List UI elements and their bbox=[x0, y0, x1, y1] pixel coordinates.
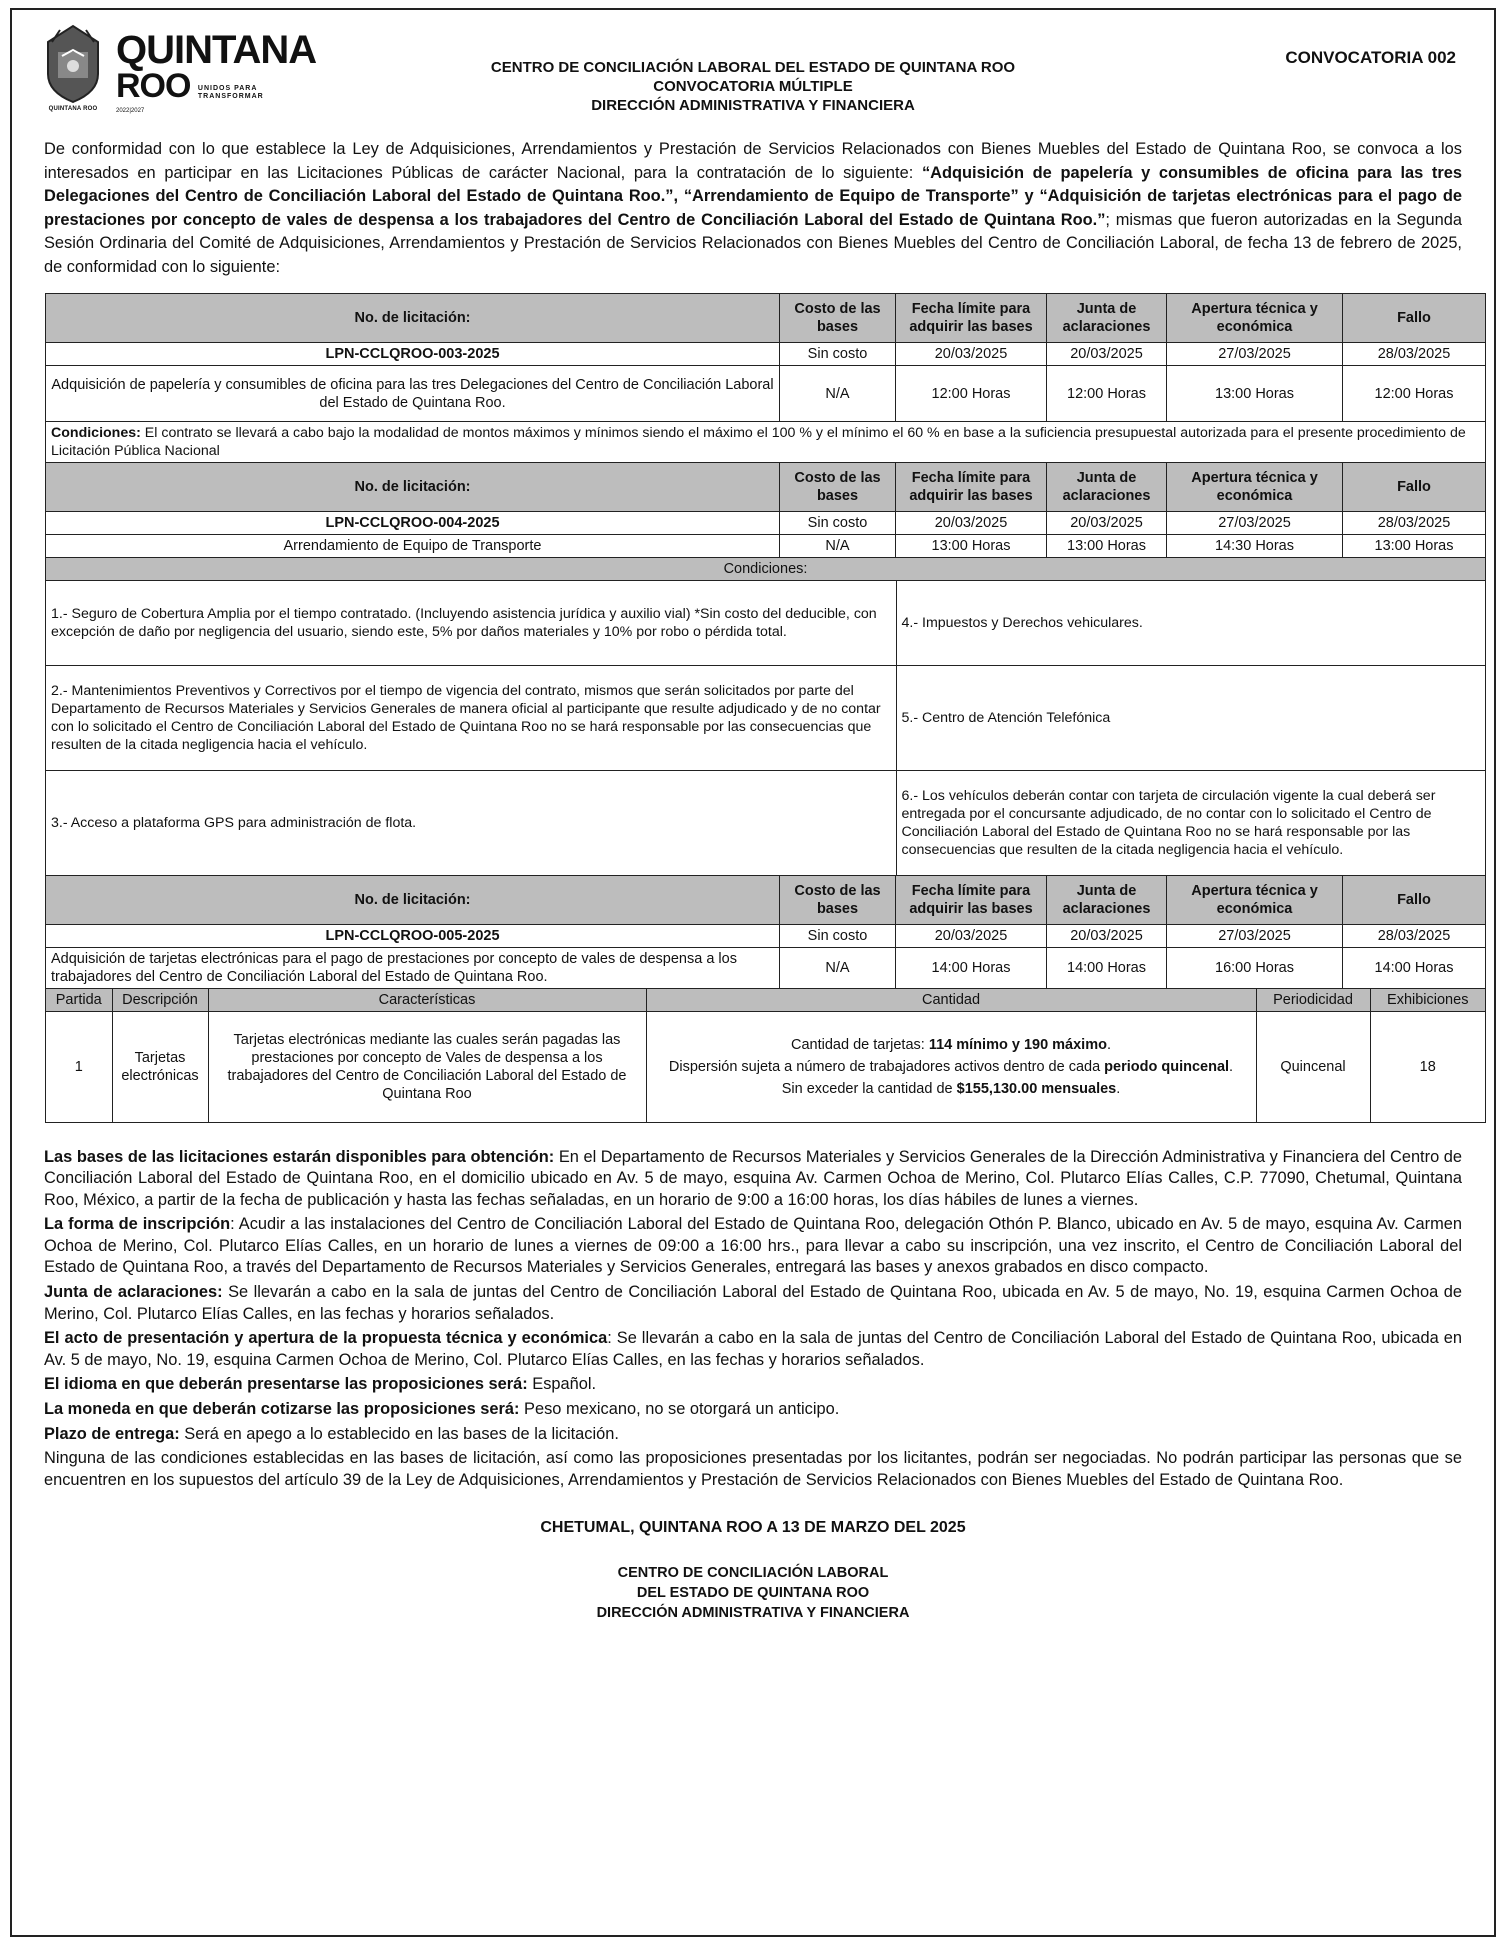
licitacion-number: LPN-CCLQROO-004-2025 bbox=[46, 512, 780, 535]
brand-years: 2022|2027 bbox=[116, 108, 145, 114]
final-paragraph: Ninguna de las condiciones establecidas en las bases de licitación, así como las proposiciones presentadas por los licitantes, podrán ser negociadas. No podrán participar las personas que se encuentren en los supuestos del artículo 39 de la Ley de Adquisiciones, Arrendamientos y Prestación de Servicios Relacionados con Bienes Muebles del Estado de Quintana Roo. bbox=[44, 1449, 1462, 1489]
signature-block: CENTRO DE CONCILIACIÓN LABORAL DEL ESTADO DE QUINTANA ROO DIRECCIÓN ADMINISTRATIVA Y FINANCIERA bbox=[596, 1565, 910, 1622]
brand-bottom: ROO bbox=[116, 67, 191, 105]
junta-paragraph: Junta de aclaraciones: Se llevarán a cabo en la sala de juntas del Centro de Conciliación Laboral del Estado de Quintana Roo, ubicada en Av. 5 de mayo, No. 19, esquina Carmen Ochoa de Merino, Col. Plutarco Elías Calles, en las fechas y horarios señalados. bbox=[44, 1283, 1462, 1323]
condition-2: 2.- Mantenimientos Preventivos y Correctivos por el tiempo de vigencia del contrato, mismos que serán solicitados por parte del Departamento de Recursos Materiales y Servicios Generales de manera oficial al participante que resulte adjudicado y de no contar con lo solicitado el Centro de Conciliación Laboral del Estado de Quintana Roo no se hará responsable por las consecuencias que resulten de la citada negligencia hacia el vehículo. bbox=[46, 666, 896, 771]
body-text bbox=[44, 1147, 1462, 1492]
cantidad-cell: Cantidad de tarjetas: 114 mínimo y 190 máximo. Dispersión sujeta a número de trabajadores activos dentro de cada periodo quincenal. Sin exceder la cantidad de $155,130.00 mensuales. bbox=[646, 1012, 1256, 1122]
condition-5: 5.- Centro de Atención Telefónica bbox=[896, 666, 1485, 771]
conditions-row bbox=[46, 581, 1486, 876]
plazo-paragraph: Plazo de entrega: Será en apego a lo establecido en las bases de la licitación. bbox=[44, 1424, 619, 1443]
table-header-row: No. de licitación: Costo de las bases Fecha límite para adquirir las bases Junta de aclaraciones Apertura técnica y económica Fallo bbox=[46, 876, 1486, 925]
table-row: LPN-CCLQROO-005-2025 Sin costo 20/03/2025 20/03/2025 27/03/2025 28/03/2025 bbox=[46, 925, 1486, 948]
document-title: CENTRO DE CONCILIACIÓN LABORAL DEL ESTADO DE QUINTANA ROO CONVOCATORIA MÚLTIPLE DIRECCIÓN ADMINISTRATIVA Y FINANCIERA bbox=[490, 59, 1016, 114]
licitacion-number: LPN-CCLQROO-003-2025 bbox=[46, 343, 780, 366]
idioma-paragraph: El idioma en que deberán presentarse las proposiciones será: Español. bbox=[44, 1375, 597, 1394]
condition-4: 4.- Impuestos y Derechos vehiculares. bbox=[896, 581, 1485, 666]
table-row: Arrendamiento de Equipo de Transporte N/A 13:00 Horas 13:00 Horas 14:30 Horas 13:00 Horas bbox=[46, 535, 1486, 558]
seal-caption: QUINTANA ROO bbox=[48, 106, 98, 112]
condition-1: 1.- Seguro de Cobertura Amplia por el tiempo contratado. (Incluyendo asistencia jurídica y auxilio vial) *Sin costo del deducible, con excepción de daño por negligencia del usuario, siendo este, 5% por daños materiales y 10% por robo o pérdida total. bbox=[46, 581, 896, 666]
condition-6: 6.- Los vehículos deberán contar con tarjeta de circulación vigente la cual deberá ser entregada por el concursante adjudicado, de no contar con lo solicitado el Centro de Conciliación Laboral del Estado de Quintana Roo no se hará responsable por las consecuencias que resulten de la citada negligencia hacia el vehículo. bbox=[896, 771, 1485, 876]
header bbox=[12, 10, 1494, 120]
partida-row bbox=[46, 989, 1486, 1123]
bases-paragraph: Las bases de las licitaciones estarán disponibles para obtención: En el Departamento de Recursos Materiales y Servicios Generales de la Dirección Administrativa y Financiera del Centro de Conciliación Laboral del Estado de Quintana Roo, en el domicilio ubicado en Av. 5 de mayo, esquina Av. Carmen Ochoa de Merino, Col. Plutarco Elías Calles, C.P. 77090, Chetumal, Quintana Roo, México, a partir de la fecha de publicación y hasta las fechas señaladas, en un horario de 9:00 a 16:00 horas, los días hábiles de lunes a viernes. bbox=[44, 1147, 1462, 1209]
convocatoria-page bbox=[10, 8, 1496, 1937]
table-row: LPN-CCLQROO-003-2025 Sin costo 20/03/2025 20/03/2025 27/03/2025 28/03/2025 bbox=[46, 343, 1486, 366]
intro-paragraph: De conformidad con lo que establece la Ley de Adquisiciones, Arrendamientos y Prestación de Servicios Relacionados con Bienes Muebles del Estado de Quintana Roo, se convoca a los interesados en participar en las Licitaciones Públicas de carácter Nacional, para la contratación de lo siguiente: “Adquisición de papelería y consumibles de oficina para las tres Delegaciones del Centro de Conciliación Laboral del Estado de Quintana Roo.”, “Arrendamiento de Equipo de Transporte” y “Adquisición de tarjetas electrónicas para el pago de prestaciones por concepto de vales de despensa a los trabajadores del Centro de Conciliación Laboral del Estado de Quintana Roo.”; mismas que fueron autorizadas en la Segunda Sesión Ordinaria del Comité de Adquisiciones, Arrendamientos y Prestación de Servicios Relacionados con Bienes Muebles del Centro de Conciliación Laboral, de fecha 13 de febrero de 2025, de conformidad con lo siguiente: bbox=[44, 140, 1462, 276]
table-row: Adquisición de tarjetas electrónicas para el pago de prestaciones por concepto de vales de despensa a los trabajadores del Centro de Conciliación Laboral del Estado de Quintana Roo. N/A 14:00 Horas 14:00 Horas 16:00 Horas 14:00 Horas bbox=[46, 948, 1486, 989]
inscripcion-paragraph: La forma de inscripción: Acudir a las instalaciones del Centro de Conciliación Laboral del Estado de Quintana Roo, delegación Othón P. Blanco, ubicado en Av. 5 de mayo, esquina Av. Carmen Ochoa de Merino, Col. Plutarco Elías Calles, en un horario de lunes a viernes de 09:00 a 16:00 hrs., para llevar a cabo su inscripción, una vez inscrito, el Centro de Conciliación Laboral del Estado de Quintana Roo, a través del Departamento de Recursos Materiales y Servicios Generales, entregará las bases y anexos grabados en disco compacto. bbox=[44, 1215, 1462, 1277]
table-row: LPN-CCLQROO-004-2025 Sin costo 20/03/2025 20/03/2025 27/03/2025 28/03/2025 bbox=[46, 512, 1486, 535]
conditions-grid bbox=[46, 581, 1485, 875]
brand-top: QUINTANA bbox=[116, 28, 317, 72]
table-header-row: No. de licitación: Costo de las bases Fecha límite para adquirir las bases Junta de aclaraciones Apertura técnica y económica Fallo bbox=[46, 463, 1486, 512]
conditions-title-row: Condiciones: bbox=[46, 558, 1486, 581]
licitaciones-table bbox=[45, 293, 1486, 1123]
place-date: CHETUMAL, QUINTANA ROO A 13 DE MARZO DEL 2025 bbox=[540, 1519, 966, 1537]
table-header-row: No. de licitación: Costo de las bases Fecha límite para adquirir las bases Junta de aclaraciones Apertura técnica y económica Fallo bbox=[46, 294, 1486, 343]
table-row: Adquisición de papelería y consumibles de oficina para las tres Delegaciones del Centro de Conciliación Laboral del Estado de Quintana Roo. N/A 12:00 Horas 12:00 Horas 13:00 Horas 12:00 Horas bbox=[46, 366, 1486, 422]
moneda-paragraph: La moneda en que deberán cotizarse las proposiciones será: Peso mexicano, no se otorgará un anticipo. bbox=[44, 1400, 840, 1419]
conditions-row: Condiciones: El contrato se llevará a cabo bajo la modalidad de montos máximos y mínimos siendo el máximo el 100 % y el mínimo el 60 % en base a la suficiencia presupuestal autorizada para el presente procedimiento de Licitación Pública Nacional bbox=[46, 422, 1486, 463]
condition-3: 3.- Acceso a plataforma GPS para administración de flota. bbox=[46, 771, 896, 876]
licitacion-number: LPN-CCLQROO-005-2025 bbox=[46, 925, 780, 948]
acto-paragraph: El acto de presentación y apertura de la propuesta técnica y económica: Se llevarán a cabo en la sala de juntas del Centro de Conciliación Laboral del Estado de Quintana Roo, ubicada en Av. 5 de mayo, No. 19, esquina Carmen Ochoa de Merino, Col. Plutarco Elías Calles, en las fechas y horarios señalados. bbox=[44, 1329, 1463, 1369]
brand-tagline: UNIDOS PARA TRANSFORMAR bbox=[197, 84, 264, 100]
partida-table: Partida Descripción Características Cantidad Periodicidad Exhibiciones 1 Tarjetas electrónicas Tarjetas electrónicas mediante las cuales serán pagadas las prestaciones por concepto de Vales de despensa a los trabajadores del Centro de Conciliación Laboral del Estado de Quintana Roo Cantidad de tarjetas: 114 mínimo y 190 máximo. Dispersión sujeta a número de trabajadores activos dentro de cada periodo quincenal. Sin exceder la cantidad de $155,130.00 mensuales. Quincenal 18 bbox=[46, 989, 1485, 1122]
footer bbox=[12, 1519, 1494, 1623]
convocatoria-number: CONVOCATORIA 002 bbox=[1285, 48, 1456, 67]
